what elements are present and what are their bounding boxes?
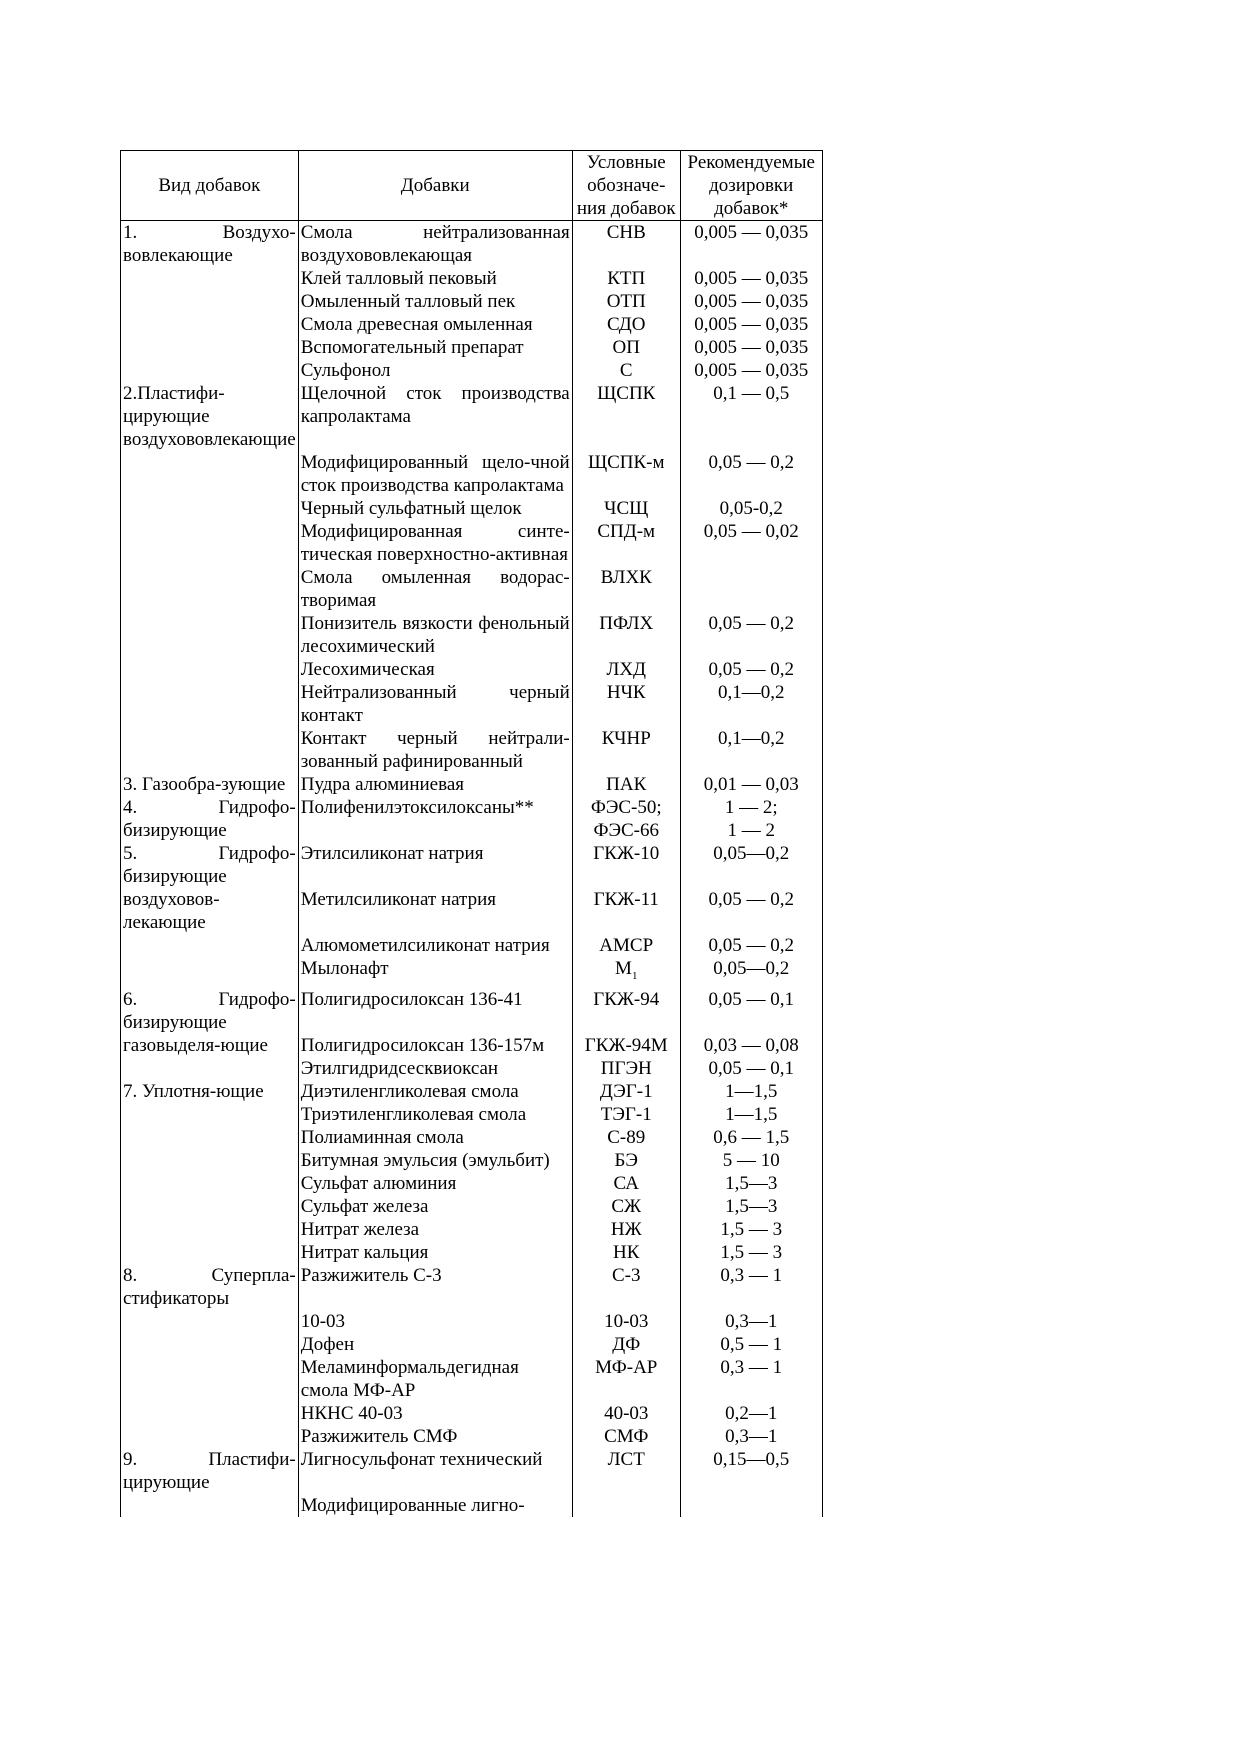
additive-code: С bbox=[572, 359, 680, 382]
additive-code: СПД-м bbox=[572, 520, 680, 566]
additive-code: НЧК bbox=[572, 681, 680, 727]
additive-name: Модифицированные лигно- bbox=[298, 1494, 572, 1517]
additive-code: ЛХД bbox=[572, 658, 680, 681]
additive-name: Щелочной сток производства капролактама bbox=[298, 382, 572, 451]
additive-name: Сульфат железа bbox=[298, 1195, 572, 1218]
additive-code: ЩСПК-м bbox=[572, 451, 680, 497]
additive-category: 1. Воздухо-вовлекающие bbox=[121, 221, 299, 268]
additive-name: Контакт черный нейтрали-зованный рафинированный bbox=[298, 727, 572, 773]
additive-code: ОТП bbox=[572, 290, 680, 313]
recommended-dose bbox=[680, 1494, 822, 1517]
code-subscript: 1 bbox=[631, 969, 638, 982]
additive-category bbox=[121, 290, 299, 313]
table-row bbox=[121, 658, 823, 681]
table-row bbox=[121, 290, 823, 313]
recommended-dose bbox=[680, 566, 822, 612]
additive-category bbox=[121, 1333, 299, 1356]
additive-category bbox=[121, 451, 299, 497]
recommended-dose: 0,05 — 0,1 bbox=[680, 1057, 822, 1080]
additive-name: Полифенилэтоксилоксаны** bbox=[298, 796, 572, 842]
header-additives: Добавки bbox=[298, 151, 572, 221]
recommended-dose: 0,05 — 0,1 bbox=[680, 988, 822, 1034]
recommended-dose: 1,5 — 3 bbox=[680, 1218, 822, 1241]
additive-category: 9. Пластифи-цирующие bbox=[121, 1448, 299, 1494]
table-row bbox=[121, 1034, 823, 1057]
additive-name: Модифицированный щело-чной сток производства капролактама bbox=[298, 451, 572, 497]
additive-name: Модифицированная синте-тическая поверхностно-активная bbox=[298, 520, 572, 566]
additive-code: БЭ bbox=[572, 1149, 680, 1172]
recommended-dose: 0,005 — 0,035 bbox=[680, 336, 822, 359]
additive-name: Смола омыленная водорас-творимая bbox=[298, 566, 572, 612]
additive-name: Триэтиленгликолевая смола bbox=[298, 1103, 572, 1126]
table-row bbox=[121, 1195, 823, 1218]
additive-category bbox=[121, 1149, 299, 1172]
table-row bbox=[121, 566, 823, 612]
additive-name: Нитрат железа bbox=[298, 1218, 572, 1241]
additive-category: 2.Пластифи-цирующие воздухововлекающие bbox=[121, 382, 299, 451]
additive-category bbox=[121, 1356, 299, 1402]
table-row bbox=[121, 336, 823, 359]
table-row bbox=[121, 1103, 823, 1126]
recommended-dose: 0,6 — 1,5 bbox=[680, 1126, 822, 1149]
additive-code: 10-03 bbox=[572, 1310, 680, 1333]
additive-name: Омыленный талловый пек bbox=[298, 290, 572, 313]
additives-table bbox=[120, 150, 823, 1517]
additive-code: ЛСТ bbox=[572, 1448, 680, 1494]
recommended-dose: 0,005 — 0,035 bbox=[680, 313, 822, 336]
table-row bbox=[121, 796, 823, 842]
recommended-dose: 1,5—3 bbox=[680, 1195, 822, 1218]
additive-code bbox=[572, 1494, 680, 1517]
additive-code: ЩСПК bbox=[572, 382, 680, 451]
table-row bbox=[121, 1310, 823, 1333]
code-line: ФЭС-50; bbox=[590, 797, 662, 818]
header-dosage: Рекомендуемые дозировки добавок* bbox=[680, 151, 822, 221]
table-row bbox=[121, 1402, 823, 1425]
recommended-dose: 0,3—1 bbox=[680, 1425, 822, 1448]
additive-category bbox=[121, 313, 299, 336]
additive-code: МФ-АР bbox=[572, 1356, 680, 1402]
table-row bbox=[121, 1149, 823, 1172]
additive-code: ГКЖ-10 bbox=[572, 842, 680, 888]
additive-category bbox=[121, 957, 299, 988]
additive-category: газовыделя-ющие bbox=[121, 1034, 299, 1057]
recommended-dose: 5 — 10 bbox=[680, 1149, 822, 1172]
recommended-dose: 0,05 — 0,2 bbox=[680, 451, 822, 497]
additive-name: Полигидросилоксан 136-157м bbox=[298, 1034, 572, 1057]
table-body bbox=[121, 221, 823, 1517]
additive-name: Сульфонол bbox=[298, 359, 572, 382]
additive-name: Битумная эмульсия (эмульбит) bbox=[298, 1149, 572, 1172]
additive-code bbox=[572, 957, 680, 988]
additive-name: Вспомогательный препарат bbox=[298, 336, 572, 359]
additive-name: Разжижитель СМФ bbox=[298, 1425, 572, 1448]
table-row bbox=[121, 1494, 823, 1517]
recommended-dose: 0,3 — 1 bbox=[680, 1264, 822, 1310]
dose-line: 1 — 2; bbox=[724, 797, 778, 818]
additive-code: СЖ bbox=[572, 1195, 680, 1218]
additive-code: ГКЖ-11 bbox=[572, 888, 680, 934]
table-row bbox=[121, 988, 823, 1034]
recommended-dose: 1—1,5 bbox=[680, 1080, 822, 1103]
additive-code: СНВ bbox=[572, 221, 680, 268]
recommended-dose: 0,05—0,2 bbox=[680, 842, 822, 888]
additive-code: НК bbox=[572, 1241, 680, 1264]
additive-code: ГКЖ-94 bbox=[572, 988, 680, 1034]
additive-code: ДФ bbox=[572, 1333, 680, 1356]
code-line: ФЭС-66 bbox=[593, 820, 660, 841]
additive-name: Полигидросилоксан 136-41 bbox=[298, 988, 572, 1034]
additive-code: ТЭГ-1 bbox=[572, 1103, 680, 1126]
code-main: М bbox=[615, 958, 632, 979]
recommended-dose: 0,05—0,2 bbox=[680, 957, 822, 988]
recommended-dose: 0,005 — 0,035 bbox=[680, 267, 822, 290]
recommended-dose: 0,15—0,5 bbox=[680, 1448, 822, 1494]
recommended-dose: 0,2—1 bbox=[680, 1402, 822, 1425]
additive-category: 7. Уплотня-ющие bbox=[121, 1080, 299, 1103]
additive-category bbox=[121, 1241, 299, 1264]
table-row bbox=[121, 497, 823, 520]
additive-name: Дофен bbox=[298, 1333, 572, 1356]
recommended-dose: 0,5 — 1 bbox=[680, 1333, 822, 1356]
recommended-dose: 0,1 — 0,5 bbox=[680, 382, 822, 451]
additive-name: Сульфат алюминия bbox=[298, 1172, 572, 1195]
recommended-dose: 0,005 — 0,035 bbox=[680, 290, 822, 313]
recommended-dose: 0,05 — 0,2 bbox=[680, 888, 822, 934]
table-row bbox=[121, 1126, 823, 1149]
additive-name: Алюмометилсиликонат натрия bbox=[298, 934, 572, 957]
additive-category bbox=[121, 1494, 299, 1517]
table-row bbox=[121, 1448, 823, 1494]
additive-name: Мылонафт bbox=[298, 957, 572, 988]
additive-category bbox=[121, 1126, 299, 1149]
additive-code: ГКЖ-94М bbox=[572, 1034, 680, 1057]
table-row bbox=[121, 359, 823, 382]
table-row bbox=[121, 1425, 823, 1448]
additive-category bbox=[121, 1402, 299, 1425]
table-row bbox=[121, 1057, 823, 1080]
additive-category bbox=[121, 727, 299, 773]
additive-name: Метилсиликонат натрия bbox=[298, 888, 572, 934]
table-row bbox=[121, 520, 823, 566]
additive-code: С-89 bbox=[572, 1126, 680, 1149]
additive-category bbox=[121, 681, 299, 727]
recommended-dose: 0,05 — 0,2 bbox=[680, 658, 822, 681]
additive-category bbox=[121, 934, 299, 957]
recommended-dose: 1,5 — 3 bbox=[680, 1241, 822, 1264]
additive-name: Лесохимическая bbox=[298, 658, 572, 681]
additive-name: Пудра алюминиевая bbox=[298, 773, 572, 796]
additive-category bbox=[121, 267, 299, 290]
table-row bbox=[121, 681, 823, 727]
table-row bbox=[121, 888, 823, 934]
dose-line: 1 — 2 bbox=[727, 820, 775, 841]
recommended-dose: 0,1—0,2 bbox=[680, 681, 822, 727]
recommended-dose: 1—1,5 bbox=[680, 1103, 822, 1126]
additive-code: ПГЭН bbox=[572, 1057, 680, 1080]
table-row bbox=[121, 221, 823, 268]
header-symbols: Условные обозначе-ния добавок bbox=[572, 151, 680, 221]
additive-name: Нитрат кальция bbox=[298, 1241, 572, 1264]
additive-code: ОП bbox=[572, 336, 680, 359]
additive-code: ДЭГ-1 bbox=[572, 1080, 680, 1103]
additive-name: НКНС 40-03 bbox=[298, 1402, 572, 1425]
additive-name: 10-03 bbox=[298, 1310, 572, 1333]
additive-category bbox=[121, 1310, 299, 1333]
additive-category bbox=[121, 1195, 299, 1218]
additive-name: Полиаминная смола bbox=[298, 1126, 572, 1149]
additive-name: Смола древесная омыленная bbox=[298, 313, 572, 336]
additive-name: Разжижитель С-3 bbox=[298, 1264, 572, 1310]
additive-name: Меламинформальдегидная смола МФ-АР bbox=[298, 1356, 572, 1402]
additive-category bbox=[121, 1425, 299, 1448]
table-row bbox=[121, 313, 823, 336]
recommended-dose: 0,3—1 bbox=[680, 1310, 822, 1333]
additive-category bbox=[121, 1103, 299, 1126]
additive-category bbox=[121, 520, 299, 566]
additive-category bbox=[121, 658, 299, 681]
table-row bbox=[121, 1218, 823, 1241]
additive-code: СДО bbox=[572, 313, 680, 336]
additive-code bbox=[572, 796, 680, 842]
additive-category: 6. Гидрофо-бизирующие bbox=[121, 988, 299, 1034]
table-row bbox=[121, 1241, 823, 1264]
additive-code: КТП bbox=[572, 267, 680, 290]
table-row bbox=[121, 382, 823, 451]
additive-category: 4. Гидрофо-бизирующие bbox=[121, 796, 299, 842]
additive-code: С-3 bbox=[572, 1264, 680, 1310]
recommended-dose: 0,05-0,2 bbox=[680, 497, 822, 520]
additive-category bbox=[121, 497, 299, 520]
table-row bbox=[121, 612, 823, 658]
table-row bbox=[121, 1264, 823, 1310]
recommended-dose: 0,05 — 0,2 bbox=[680, 934, 822, 957]
additive-category: 5. Гидрофо-бизирующие bbox=[121, 842, 299, 888]
additive-category: воздуховов-лекающие bbox=[121, 888, 299, 934]
additive-name: Нейтрализованный черный контакт bbox=[298, 681, 572, 727]
table-row bbox=[121, 934, 823, 957]
additive-name: Смола нейтрализованная воздухововлекающая bbox=[298, 221, 572, 268]
recommended-dose: 0,005 — 0,035 bbox=[680, 359, 822, 382]
additive-category bbox=[121, 1218, 299, 1241]
additive-category bbox=[121, 1057, 299, 1080]
additive-code: 40-03 bbox=[572, 1402, 680, 1425]
additive-code: ПАК bbox=[572, 773, 680, 796]
table-row bbox=[121, 267, 823, 290]
recommended-dose: 0,05 — 0,02 bbox=[680, 520, 822, 566]
table-row bbox=[121, 1080, 823, 1103]
additive-category bbox=[121, 1172, 299, 1195]
table-row bbox=[121, 1172, 823, 1195]
table-row bbox=[121, 957, 823, 988]
recommended-dose: 1,5—3 bbox=[680, 1172, 822, 1195]
table-row bbox=[121, 773, 823, 796]
additive-category bbox=[121, 612, 299, 658]
additive-code: СМФ bbox=[572, 1425, 680, 1448]
header-additive-type: Вид добавок bbox=[121, 151, 299, 221]
additive-name: Черный сульфатный щелок bbox=[298, 497, 572, 520]
table-row bbox=[121, 727, 823, 773]
additive-category bbox=[121, 336, 299, 359]
recommended-dose: 0,01 — 0,03 bbox=[680, 773, 822, 796]
additive-category bbox=[121, 359, 299, 382]
additive-category bbox=[121, 566, 299, 612]
table-row bbox=[121, 451, 823, 497]
additive-code: ЧСЩ bbox=[572, 497, 680, 520]
additive-name: Диэтиленгликолевая смола bbox=[298, 1080, 572, 1103]
additive-code: ВЛХК bbox=[572, 566, 680, 612]
recommended-dose: 0,1—0,2 bbox=[680, 727, 822, 773]
additive-category: 8. Суперпла-стификаторы bbox=[121, 1264, 299, 1310]
additive-code: ПФЛХ bbox=[572, 612, 680, 658]
additive-name: Понизитель вязкости фенольный лесохимический bbox=[298, 612, 572, 658]
additive-name: Этилсиликонат натрия bbox=[298, 842, 572, 888]
table-row bbox=[121, 1356, 823, 1402]
additive-code: КЧНР bbox=[572, 727, 680, 773]
recommended-dose: 0,05 — 0,2 bbox=[680, 612, 822, 658]
table-header-row bbox=[121, 151, 823, 221]
additive-category: 3. Газообра-зующие bbox=[121, 773, 299, 796]
recommended-dose: 0,03 — 0,08 bbox=[680, 1034, 822, 1057]
additive-name: Клей талловый пековый bbox=[298, 267, 572, 290]
additive-code: АМСР bbox=[572, 934, 680, 957]
additive-code: НЖ bbox=[572, 1218, 680, 1241]
recommended-dose: 0,005 — 0,035 bbox=[680, 221, 822, 268]
additive-code: СА bbox=[572, 1172, 680, 1195]
table-row bbox=[121, 842, 823, 888]
recommended-dose bbox=[680, 796, 822, 842]
additive-name: Лигносульфонат технический bbox=[298, 1448, 572, 1494]
table-row bbox=[121, 1333, 823, 1356]
recommended-dose: 0,3 — 1 bbox=[680, 1356, 822, 1402]
additive-name: Этилгидридсесквиоксан bbox=[298, 1057, 572, 1080]
